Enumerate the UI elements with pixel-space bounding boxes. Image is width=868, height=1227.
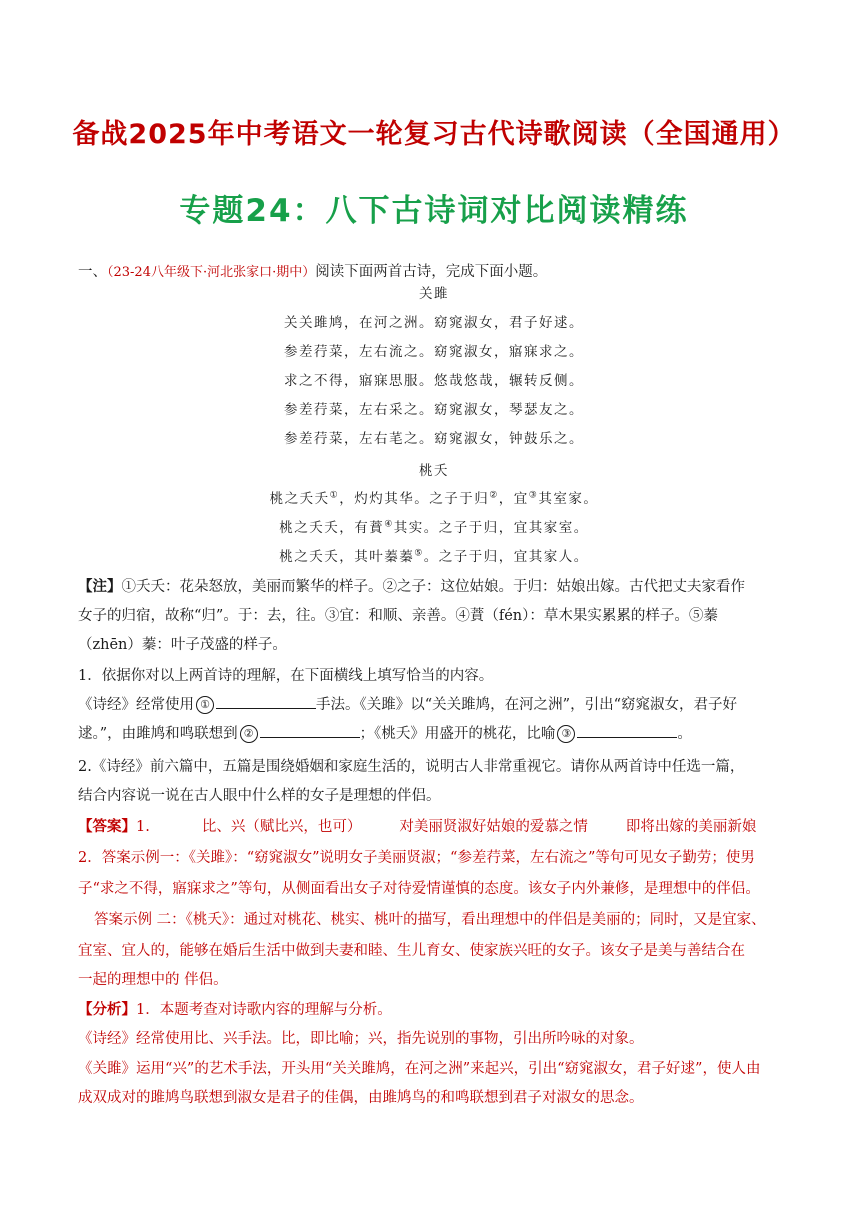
q1-stem: 1．依据你对以上两首诗的理解，在下面横线上填写恰当的内容。 [78,668,494,684]
analysis-text: 1．本题考查对诗歌内容的理解与分析。 [136,1002,392,1018]
blank-number: ① [196,696,214,714]
poem-text: 桃之夭夭，有蕡 [279,520,385,536]
poem2-title: 桃夭 [419,463,449,479]
answer-line: 答案示例 二：《桃夭》：通过对桃花、桃实、桃叶的描写，看出理想中的伴侣是美丽的；同时，又是宜家、 [94,912,766,928]
poem-text: 桃之夭夭，其叶蓁蓁 [279,549,415,565]
answer-label: 【答案】 [78,818,136,835]
analysis-line: 《诗经》经常使用比、兴手法。比，即比喻；兴，指先说别的事物，引出所吟咏的对象。 [78,1031,644,1047]
q1-text: ；《桃夭》用盛开的桃花，比喻 [359,726,556,742]
footnote-marker: ⑤ [414,548,424,559]
poem2-line [0,516,868,536]
poem1-line: 求之不得，寤寐思服。悠哉悠哉，辗转反侧。 [284,373,584,389]
answer-line [78,815,808,836]
poem-text: ，宜 [498,491,529,507]
notes-line: （zhēn）蓁：叶子茂盛的样子。 [78,637,287,653]
analysis-line: 成双成对的雎鸠鸟联想到淑女是君子的佳偶，由雎鸠鸟的和鸣联想到君子对淑女的思念。 [78,1090,644,1106]
footnote-marker: ③ [528,490,539,501]
footnote-marker: ① [329,490,340,501]
answer-line: 2．答案示例一：《关雎》：“窈窕淑女”说明女子美丽贤淑；“参差荇菜，左右流之”等句可见女子勤劳；使男 [78,850,755,866]
notes-line: 女子的归宿，故称“归”。于：去，往。③宜：和顺、亲善。④蕡（fén）：草木果实累累的样子。⑤蓁 [78,608,718,624]
poem2-line [0,487,868,507]
analysis-line: 《关雎》运用“兴”的艺术手法，开头用“关关雎鸠，在河之洲”来起兴，引出“窈窕淑女，君子好逑”，使人由 [78,1061,761,1077]
notes-label: 【注】 [78,578,122,595]
answer-text: 比、兴（赋比兴，也可） [201,819,362,835]
poem-text: 其实。之子于归，宜其家室。 [393,520,589,536]
footnote-marker: ② [489,490,499,501]
poem-text: 其室家。 [538,491,599,507]
q2-line: 结合内容说一说在古人眼中什么样的女子是理想的伴侣。 [78,788,441,804]
notes-line [78,575,808,596]
answer-line: 宜室、宜人的，能够在婚后生活中做到夫妻和睦、生儿育女、使家族兴旺的女子。该女子是美与善结合在 [78,943,745,959]
answer-number: 1. [136,819,150,835]
answer-text: 即将出嫁的美丽新娘 [625,819,757,835]
q1-text: 《诗经》经常使用 [78,697,194,713]
question-number: 一、 [78,264,107,280]
q1-line [78,722,808,743]
q1-line [78,693,808,714]
footnote-marker: ④ [384,519,394,530]
answer-blank-1[interactable] [216,694,316,709]
question-prompt: 阅读下面两首古诗，完成下面小题。 [315,264,548,280]
answer-line: 子“求之不得，寤寐求之”等句，从侧面看出女子对待爱情谨慎的态度。该女子内外兼修，是理想中的伴侣。 [78,881,760,897]
poem-text: ，灼灼其华。之子于归 [339,491,490,507]
document-title: 备战2025年中考语文一轮复习古代诗歌阅读（全国通用） [72,119,796,150]
poem1-line: 参差荇菜，左右流之。窈窕淑女，寤寐求之。 [284,344,584,360]
poem2-line [0,545,868,565]
question-source: （23-24八年级下·河北张家口·期中） [107,265,316,280]
q1-text: 手法。《关雎》以“关关雎鸠，在河之洲”，引出“窈窕淑女，君子好 [316,697,737,713]
answer-blank-3[interactable] [577,723,677,738]
q2-line: 2.《诗经》前六篇中，五篇是围绕婚姻和家庭生活的，说明古人非常重视它。请你从两首诗中任选一篇， [78,759,745,775]
document-subtitle: 专题24：八下古诗词对比阅读精练 [179,193,689,229]
analysis-label: 【分析】 [78,1001,136,1018]
q1-text: 。 [677,726,692,742]
poem1-title: 关雎 [419,286,449,302]
poem1-line: 参差荇菜，左右芼之。窈窕淑女，钟鼓乐之。 [284,431,584,447]
q1-text: 逑。”，由雎鸠和鸣联想到 [78,726,238,742]
notes-text: ①夭夭：花朵怒放，美丽而繁华的样子。②之子：这位姑娘。于归：姑娘出嫁。古代把丈夫家看作 [121,579,745,595]
blank-number: ③ [557,725,575,743]
poem1-line: 参差荇菜，左右采之。窈窕淑女，琴瑟友之。 [284,402,584,418]
poem1-line: 关关雎鸠，在河之洲。窈窕淑女，君子好逑。 [284,315,584,331]
poem-text: 。之子于归，宜其家人。 [423,549,589,565]
answer-blank-2[interactable] [260,723,360,738]
answer-line: 一起的理想中的 伴侣。 [78,972,228,988]
poem-text: 桃之夭夭 [269,491,330,507]
question-intro [78,260,808,281]
blank-number: ② [240,725,258,743]
analysis-line [78,998,808,1019]
answer-text: 对美丽贤淑好姑娘的爱慕之情 [399,819,588,835]
